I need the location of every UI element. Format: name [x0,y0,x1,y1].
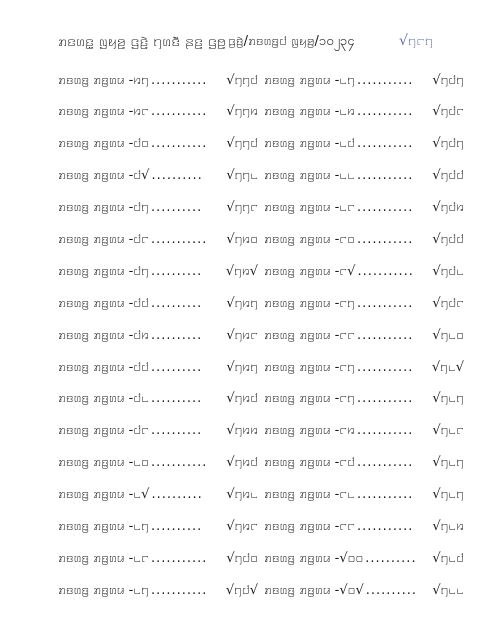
entry-page-number: √꤄꤆꤀ [226,231,258,247]
entry-leader-dots: ........... [356,487,414,503]
entry-term: ꤊꤢꤛꤢ꤭ ꤊꤢ꤭ꤛꤣ -꤇꤇ [58,295,149,311]
entry-page-number: √꤄꤆꤇ [226,391,258,407]
index-entry [58,70,258,90]
index-entry [264,453,464,473]
entry-leader-dots: ........... [356,104,414,120]
page-header [0,32,494,56]
entry-term: ꤊꤢꤛꤢ꤭ ꤊꤢ꤭ꤛꤣ -꤅꤅ [264,327,355,343]
entry-page-number: √꤄꤆꤇ [226,455,258,471]
entry-page-number: √꤄꤈꤈ [432,582,464,598]
entry-term: ꤊꤢꤛꤢ꤭ ꤊꤢ꤭ꤛꤣ -꤈꤇ [264,136,355,152]
entry-page-number: √꤄꤆√ [225,263,258,279]
index-entry [58,102,258,122]
entry-leader-dots: ........... [356,518,414,534]
entry-term: ꤊꤢꤛꤢ꤭ ꤊꤢ꤭ꤛꤣ -꤈꤅ [264,200,355,216]
entry-page-number: √꤄꤆꤆ [226,423,258,439]
entry-term: ꤊꤢꤛꤢ꤭ ꤊꤢ꤭ꤛꤣ -꤇꤅ [58,423,149,439]
entry-leader-dots: ........... [357,263,414,279]
index-entry [58,261,258,281]
entry-term: ꤊꤢꤛꤢ꤭ ꤊꤢ꤭ꤛꤣ -꤈꤄ [264,72,355,88]
index-entry [264,516,464,536]
entry-leader-dots: .......... [150,391,203,407]
entry-page-number: √꤄꤆꤈ [226,487,258,503]
entry-term: ꤊꤢꤛꤢ꤭ ꤊꤢ꤭ꤛꤣ -꤇꤇ [58,359,149,375]
header-page-number: √꤄꤅꤄ [399,33,434,49]
index-entry [264,580,464,600]
entry-term: ꤊꤢꤛꤢ꤭ ꤊꤢ꤭ꤛꤣ -꤈꤅ [58,550,149,566]
index-entry [264,389,464,409]
entry-page-number: √꤄꤈꤅ [432,423,464,439]
entry-page-number: √꤄꤇꤅ [432,104,464,120]
entry-page-number: √꤄꤆꤅ [226,327,258,343]
entry-leader-dots: .......... [151,487,203,503]
entry-leader-dots: ........... [150,550,208,566]
entry-term: ꤊꤢꤛꤢ꤭ ꤊꤢ꤭ꤛꤣ -꤇꤄ [58,200,149,216]
index-entry [58,198,258,218]
entry-page-number: √꤄꤇꤈ [432,263,464,279]
entry-term: ꤊꤢꤛꤢ꤭ ꤊꤢ꤭ꤛꤣ -꤈√ [58,487,150,503]
entry-leader-dots: ........... [356,200,414,216]
entry-leader-dots: ........... [356,295,414,311]
entry-page-number: √꤄꤈꤄ [432,487,464,503]
index-entry [264,70,464,90]
entry-term: ꤊꤢꤛꤢ꤭ ꤊꤢ꤭ꤛꤣ -꤇꤄ [58,263,149,279]
entry-leader-dots: .......... [151,168,203,184]
entry-page-number: √꤄꤆꤄ [226,295,258,311]
entry-term: ꤊꤢꤛꤢ꤭ ꤊꤢ꤭ꤛꤣ -꤅꤄ [264,391,355,407]
header-title: ꤊꤢꤛꤢ꤭ ꤜꤟꤤ꤬ ꤞꤢꤧ꤬ ꤚꤛꤢꤧꤩ ꤔꤢ꤬ ꤞꤥ꤬ [58,32,226,50]
entry-page-number: √꤄꤆꤄ [226,359,258,375]
index-entry [264,357,464,377]
entry-page-number: √꤄꤄꤈ [226,168,258,184]
entry-page-number: √꤄꤈꤄ [432,391,464,407]
entry-term: ꤊꤢꤛꤢ꤭ ꤊꤢ꤭ꤛꤣ -꤅꤇ [264,455,355,471]
entry-term: ꤊꤢꤛꤢ꤭ ꤊꤢ꤭ꤛꤣ -꤇꤈ [58,391,149,407]
index-entry [264,166,464,186]
entry-term: ꤊꤢꤛꤢ꤭ ꤊꤢ꤭ꤛꤣ -꤅꤄ [264,295,355,311]
entry-term: ꤊꤢꤛꤢ꤭ ꤊꤢ꤭ꤛꤣ -꤅꤈ [264,487,355,503]
index-column-left [58,70,258,612]
entry-leader-dots: ........... [150,72,208,88]
entry-leader-dots: .......... [150,295,203,311]
entry-leader-dots: ........... [150,231,208,247]
index-entry [58,485,258,505]
index-entry [58,453,258,473]
index-entry [264,198,464,218]
entry-leader-dots: ........... [356,168,414,184]
entry-leader-dots: ........... [150,104,208,120]
entry-term: ꤊꤢꤛꤢ꤭ ꤊꤢ꤭ꤛꤣ -꤈꤈ [264,168,355,184]
index-entry [58,580,258,600]
entry-page-number: √꤄꤇꤄ [432,136,464,152]
entry-term: ꤊꤢꤛꤢ꤭ ꤊꤢ꤭ꤛꤣ -꤇꤆ [58,327,149,343]
index-entry [58,357,258,377]
entry-page-number: √꤄꤈꤆ [432,518,464,534]
entry-term: ꤊꤢꤛꤢ꤭ ꤊꤢ꤭ꤛꤣ -꤆꤅ [58,104,149,120]
index-column-right [264,70,464,612]
entry-term: ꤊꤢꤛꤢ꤭ ꤊꤢ꤭ꤛꤣ -꤅꤆ [264,423,355,439]
index-entry [264,261,464,281]
entry-leader-dots: .......... [150,423,203,439]
entry-leader-dots: ........... [356,327,414,343]
index-entry [58,389,258,409]
entry-term: ꤊꤢꤛꤢ꤭ ꤊꤢ꤭ꤛꤣ -꤈꤀ [58,455,149,471]
entry-leader-dots: .......... [150,327,203,343]
entry-leader-dots: .......... [150,359,203,375]
entry-leader-dots: ........... [150,455,208,471]
entry-leader-dots: .......... [150,200,203,216]
entry-leader-dots: ........... [356,359,414,375]
entry-term: ꤊꤢꤛꤢ꤭ ꤊꤢ꤭ꤛꤣ -꤈꤄ [58,518,149,534]
entry-leader-dots: ........... [356,455,414,471]
entry-page-number: √꤄꤇꤀ [226,550,258,566]
entry-page-number: √꤄꤇꤇ [432,231,464,247]
entry-page-number: √꤄꤄꤇ [226,72,258,88]
index-entry [264,421,464,441]
entry-page-number: √꤄꤈꤀ [432,327,464,343]
entry-leader-dots: ........... [150,582,208,598]
entry-leader-dots: ........... [356,72,414,88]
index-entry [58,421,258,441]
entry-term: ꤊꤢꤛꤢ꤭ ꤊꤢ꤭ꤛꤣ -꤆꤄ [58,72,149,88]
entry-term: ꤊꤢꤛꤢ꤭ ꤊꤢ꤭ꤛꤣ -꤅꤄ [264,359,355,375]
entry-term: ꤊꤢꤛꤢ꤭ ꤊꤢ꤭ꤛꤣ -꤅√ [264,263,356,279]
entry-leader-dots: .......... [150,263,203,279]
index-entry [264,229,464,249]
index-entry [58,325,258,345]
index-entry [264,548,464,568]
index-entry [264,102,464,122]
entry-term: ꤊꤢꤛꤢ꤭ ꤊꤢ꤭ꤛꤣ -꤇꤅ [58,231,149,247]
entry-page-number: √꤄꤄꤅ [226,200,258,216]
index-entry [264,293,464,313]
index-entry [58,134,258,154]
index-entry [264,325,464,345]
index-entry [58,516,258,536]
entry-page-number: √꤄꤆꤅ [226,518,258,534]
entry-page-number: √꤄꤄꤆ [226,104,258,120]
index-entry [58,293,258,313]
entry-page-number: √꤄꤇꤆ [432,200,464,216]
header-subtitle: ꤞꤢꤧ꤬/ꤊꤢꤛꤢ꤭ꤓ ꤜꤟꤤ꤬/၁၀၂၃၄ [228,34,355,49]
index-entry [264,134,464,154]
entry-leader-dots: .......... [365,582,418,598]
index-entry [264,485,464,505]
entry-page-number: √꤄꤈√ [431,359,464,375]
entry-term: ꤊꤢꤛꤢ꤭ ꤊꤢ꤭ꤛꤣ -꤈꤄ [58,582,149,598]
entry-term: ꤊꤢꤛꤢ꤭ ꤊꤢ꤭ꤛꤣ -꤇꤀ [58,136,149,152]
index-entry [58,229,258,249]
entry-page-number: √꤄꤇꤇ [432,168,464,184]
entry-page-number: √꤄꤈꤄ [432,455,464,471]
entry-page-number: √꤄꤄꤇ [226,136,258,152]
entry-term: ꤊꤢꤛꤢ꤭ ꤊꤢ꤭ꤛꤣ -꤈꤆ [264,104,355,120]
entry-term: ꤊꤢꤛꤢ꤭ ꤊꤢ꤭ꤛꤣ -√꤀√ [264,582,364,598]
index-entry [58,548,258,568]
entry-term: ꤊꤢꤛꤢ꤭ ꤊꤢ꤭ꤛꤣ -꤇√ [58,168,150,184]
entry-page-number: √꤄꤇꤄ [432,72,464,88]
entry-term: ꤊꤢꤛꤢ꤭ ꤊꤢ꤭ꤛꤣ -꤅꤀ [264,231,355,247]
entry-term: ꤊꤢꤛꤢ꤭ ꤊꤢ꤭ꤛꤣ -꤅꤅ [264,518,355,534]
entry-page-number: √꤄꤈꤇ [432,550,464,566]
entry-leader-dots: ........... [150,136,208,152]
entry-term: ꤊꤢꤛꤢ꤭ ꤊꤢ꤭ꤛꤣ -√꤀꤀ [264,550,364,566]
entry-leader-dots: ........... [356,136,414,152]
entry-leader-dots: ........... [356,231,414,247]
entry-leader-dots: .......... [150,518,203,534]
entry-leader-dots: .......... [365,550,417,566]
index-entry [58,166,258,186]
entry-leader-dots: ........... [356,391,414,407]
entry-page-number: √꤄꤇√ [225,582,258,598]
entry-leader-dots: ........... [356,423,414,439]
entry-page-number: √꤄꤇꤅ [432,295,464,311]
